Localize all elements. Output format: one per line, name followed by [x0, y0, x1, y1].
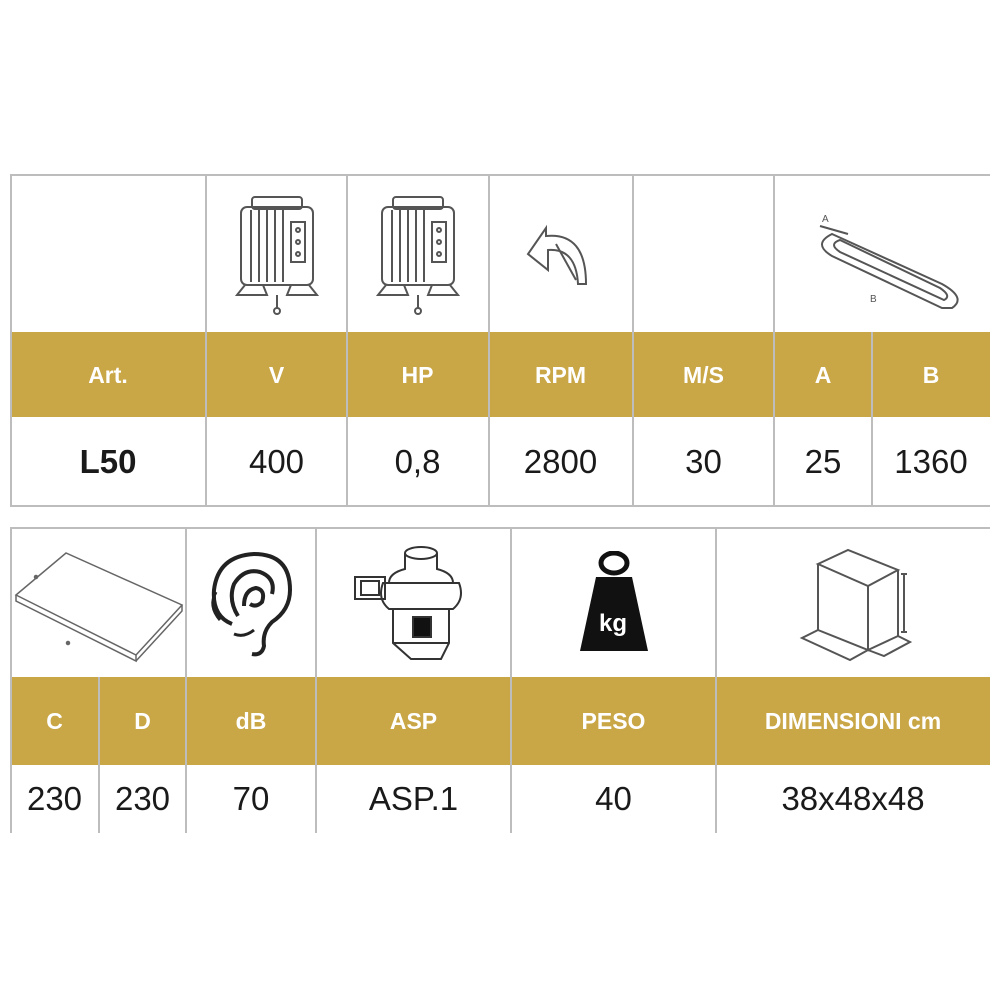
motor-icon — [347, 176, 488, 332]
plate-icon — [10, 530, 186, 677]
value-art: L50 — [79, 443, 137, 480]
dimensions-box-icon — [716, 530, 990, 677]
svg-text:B: B — [870, 294, 877, 305]
aspirator-icon — [316, 530, 511, 677]
header-rpm: RPM — [488, 332, 633, 418]
header-ms: M/S — [633, 332, 774, 418]
value-v: 400 — [248, 443, 305, 480]
belt-icon — [774, 176, 990, 332]
svg-text:A: A — [822, 214, 829, 225]
divider — [632, 174, 634, 507]
value-asp: ASP.1 — [368, 780, 459, 817]
value-rpm: 2800 — [523, 443, 598, 480]
divider — [871, 332, 873, 507]
header-peso: PESO — [511, 677, 716, 765]
motor-icon — [206, 176, 347, 332]
value-db: 70 — [232, 780, 270, 817]
value-hp: 0,8 — [394, 443, 441, 480]
divider — [10, 505, 990, 507]
value-dimensioni: 38x48x48 — [781, 780, 925, 817]
divider — [10, 417, 990, 419]
header-art: Art. — [10, 332, 206, 418]
divider — [488, 174, 490, 507]
divider — [205, 174, 207, 507]
divider — [346, 174, 348, 507]
value-d: 230 — [114, 780, 171, 817]
divider — [315, 527, 317, 833]
ear-icon — [186, 530, 316, 677]
header-hp: HP — [347, 332, 488, 418]
header-b: B — [872, 332, 990, 418]
header-d: D — [99, 677, 186, 765]
header-db: dB — [186, 677, 316, 765]
header-v: V — [206, 332, 347, 418]
divider — [10, 174, 990, 176]
value-b: 1360 — [894, 443, 968, 480]
value-ms: 30 — [685, 443, 722, 480]
header-c: C — [10, 677, 99, 765]
value-a: 25 — [804, 443, 842, 480]
value-c: 230 — [26, 780, 83, 817]
divider — [10, 174, 12, 507]
divider — [185, 527, 187, 833]
weight-kg-label: kg — [598, 610, 627, 637]
divider — [510, 527, 512, 833]
divider — [715, 527, 717, 833]
header-asp: ASP — [316, 677, 511, 765]
divider — [10, 527, 990, 529]
divider — [98, 677, 100, 833]
header-a: A — [774, 332, 872, 418]
value-peso: 40 — [595, 780, 632, 817]
rotation-arrow-icon — [488, 176, 633, 332]
divider — [773, 174, 775, 507]
divider — [10, 527, 12, 833]
header-dimensioni: DIMENSIONI cm — [716, 677, 990, 765]
